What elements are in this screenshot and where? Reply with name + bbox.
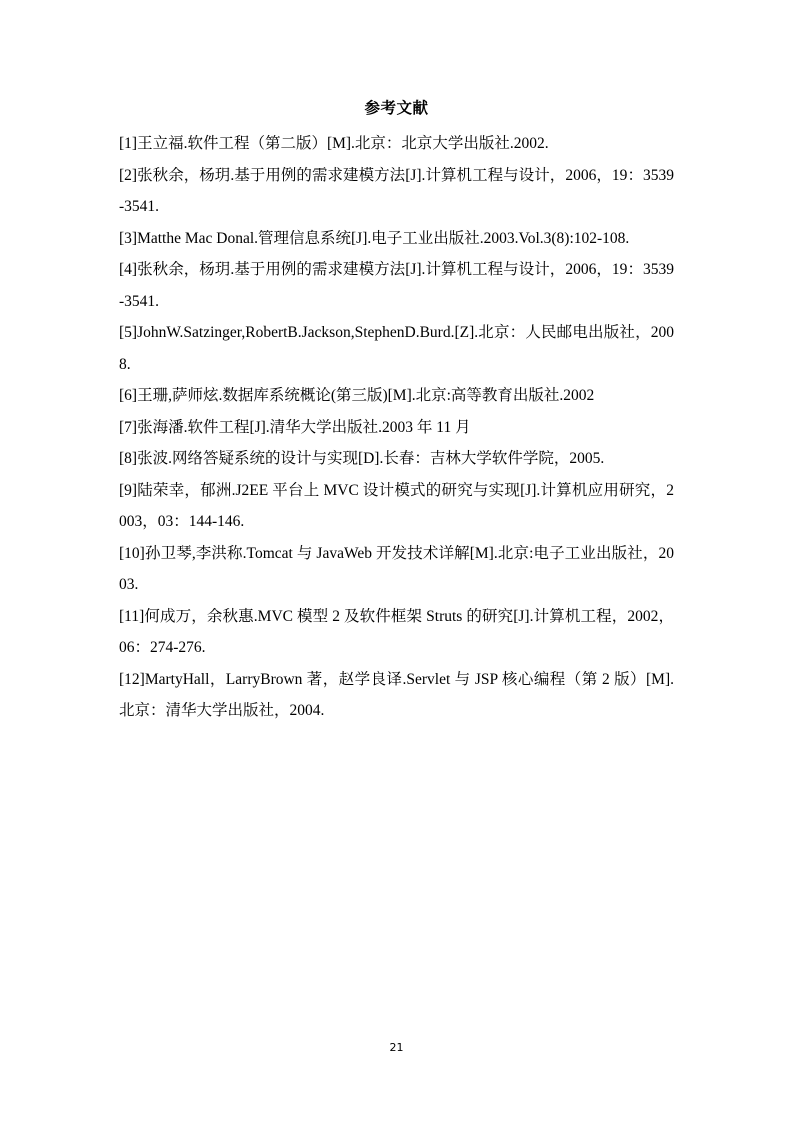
reference-item-11: [11]何成万，余秋惠.MVC 模型 2 及软件框架 Struts 的研究[J].计算机工程，2002，06：274-276. [119, 607, 674, 656]
reference-item-8: [8]张波.网络答疑系统的设计与实现[D].长春：吉林大学软件学院，2005. [119, 450, 605, 467]
reference-item-5: [5]JohnW.Satzinger,RobertB.Jackson,StephenD.Burd.[Z].北京：人民邮电出版社，2008. [119, 324, 674, 373]
reference-item-2: [2]张秋余，杨玥.基于用例的需求建模方法[J].计算机工程与设计，2006，19：3539-3541. [119, 166, 674, 215]
page-number: 21 [389, 1041, 404, 1054]
reference-list [119, 128, 674, 727]
reference-item-9: [9]陆荣幸，郁洲.J2EE 平台上 MVC 设计模式的研究与实现[J].计算机应用研究，2003，03：144-146. [119, 481, 674, 530]
reference-item-7: [7]张海潘.软件工程[J].清华大学出版社.2003 年 11 月 [119, 418, 471, 436]
reference-item-12: [12]MartyHall，LarryBrown 著，赵学良译.Servlet 与 JSP 核心编程（第 2 版）[M].北京：清华大学出版社，2004. [119, 670, 674, 719]
reference-item-6: [6]王珊,萨师炫.数据库系统概论(第三版)[M].北京:高等教育出版社.2002 [119, 387, 595, 404]
reference-item-3: [3]Matthe Mac Donal.管理信息系统[J].电子工业出版社.2003.Vol.3(8):102-108. [119, 229, 630, 247]
reference-item-1: [1]王立福.软件工程（第二版）[M].北京：北京大学出版社.2002. [119, 135, 549, 152]
reference-item-10: [10]孙卫琴,李洪称.Tomcat 与 JavaWeb 开发技术详解[M].北京:电子工业出版社，2003. [119, 544, 674, 593]
reference-item-4: [4]张秋余，杨玥.基于用例的需求建模方法[J].计算机工程与设计，2006，19：3539-3541. [119, 261, 674, 310]
page-title: 参考文献 [364, 99, 429, 117]
